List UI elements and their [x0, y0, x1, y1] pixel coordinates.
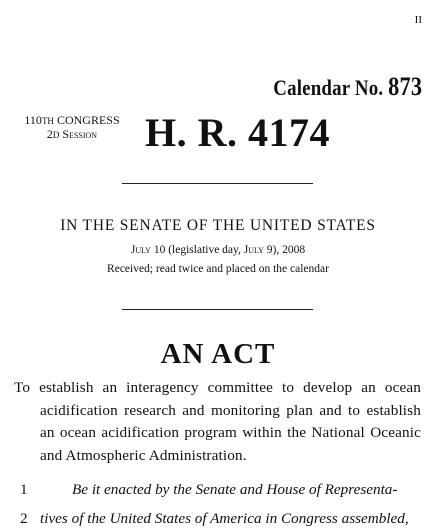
calendar-number-value: 873	[387, 72, 422, 101]
divider-rule	[122, 309, 313, 310]
senate-heading: IN THE SENATE OF THE UNITED STATES	[60, 217, 376, 234]
act-purpose: To establish an interagency committee to develop an ocean acidification research and monitoring plan and to establish an ocean acidification program within the National Oceanic and Atmospheric Administration.	[14, 379, 421, 464]
calendar-label: Calendar No.	[273, 75, 384, 100]
bill-number: H. R. 4174	[145, 110, 330, 155]
line-text: Be it enacted by the Senate and House of Representa-	[72, 481, 398, 498]
line-text: tives of the United States of America in Congress assembled,	[40, 510, 409, 527]
congress-session-block	[14, 114, 130, 142]
divider-rule	[122, 183, 313, 184]
act-title: AN ACT	[160, 338, 276, 370]
session-line: 2D Session	[46, 127, 98, 141]
line-number: 1	[20, 481, 28, 498]
line-number: 2	[20, 510, 28, 527]
roman-numeral-mark: II	[414, 14, 422, 26]
congress-line: 110TH CONGRESS	[24, 113, 120, 127]
received-note: Received; read twice and placed on the calendar	[107, 263, 329, 275]
calendar-number	[273, 72, 422, 102]
legislative-date: July 10 (legislative day, July 9), 2008	[130, 244, 306, 256]
